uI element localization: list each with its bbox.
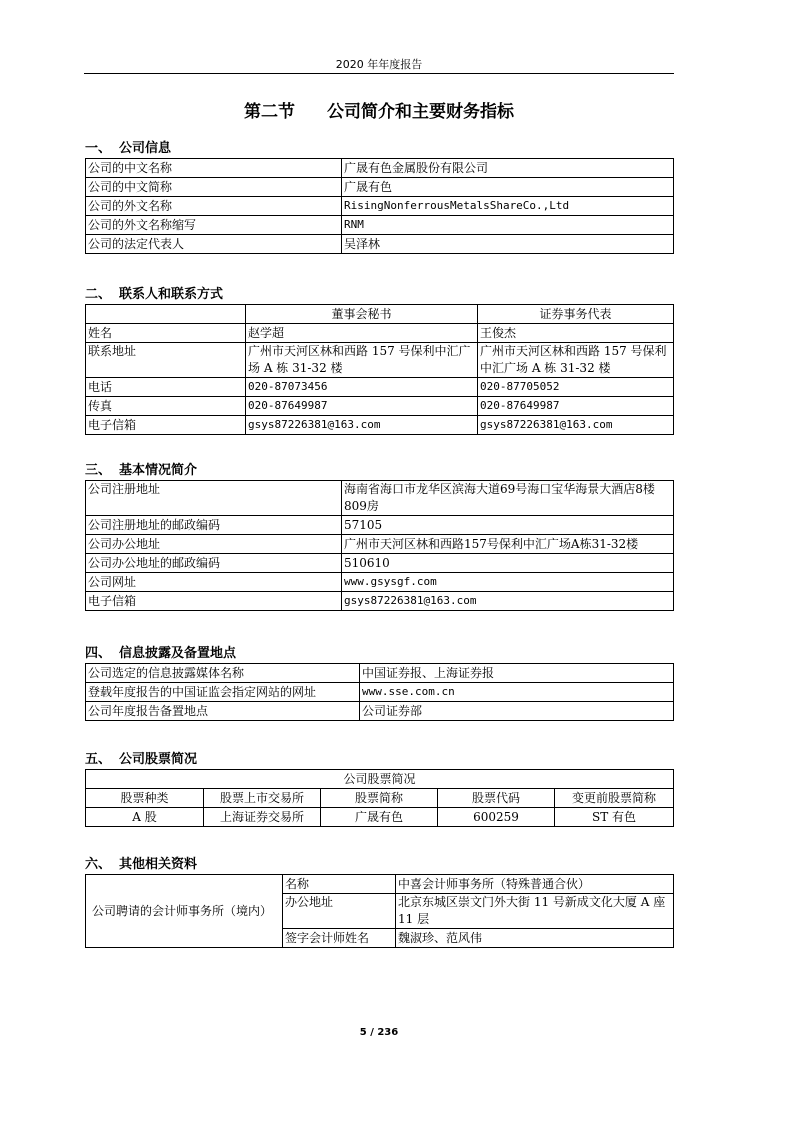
table-row: 董事会秘书 证券事务代表 [86,305,674,324]
table-row: 公司注册地址的邮政编码 57105 [86,516,674,535]
basic-info-table [85,480,674,611]
disclosure-table [85,663,674,721]
section-title [84,97,674,122]
heading-contacts: 二、 联系人和联系方式 [85,287,224,302]
table-row: 公司聘请的会计师事务所（境内） 名称 中喜会计师事务所（特殊普通合伙） [86,875,674,894]
heading-basic-info: 三、 基本情况简介 [85,463,198,478]
table-row: 传真 020-87649987 020-87649987 [86,397,674,416]
company-info-table [85,158,674,254]
table-row: 公司办公地址的邮政编码 510610 [86,554,674,573]
table-row: 公司的外文名称 RisingNonferrousMetalsShareCo.,Ltd [86,197,674,216]
heading-disclosure: 四、 信息披露及备置地点 [85,646,237,661]
heading-stock: 五、 公司股票简况 [85,752,198,767]
other-table [85,874,674,948]
table-row: A 股 上海证券交易所 广晟有色 600259 ST 有色 [86,808,674,827]
table-row: 联系地址 广州市天河区林和西路 157 号保利中汇广场 A 栋 31-32 楼 广州市天河区林和西路 157 号保利中汇广场 A 栋 31-32 楼 [86,343,674,378]
table-row: 电话 020-87073456 020-87705052 [86,378,674,397]
table-row: 登载年度报告的中国证监会指定网站的网址 www.sse.com.cn [86,683,674,702]
table-row: 公司网址 www.gsysgf.com [86,573,674,592]
stock-table [85,769,674,827]
table-row: 公司的中文名称 广晟有色金属股份有限公司 [86,159,674,178]
table-row: 公司注册地址 海南省海口市龙华区滨海大道69号海口宝华海景大酒店8楼809房 [86,481,674,516]
table-row: 公司股票简况 [86,770,674,789]
section-name: 公司简介和主要财务指标 [327,102,514,122]
table-row: 电子信箱 gsys87226381@163.com gsys87226381@163.com [86,416,674,435]
table-row: 公司选定的信息披露媒体名称 中国证券报、上海证券报 [86,664,674,683]
table-row: 股票种类 股票上市交易所 股票简称 股票代码 变更前股票简称 [86,789,674,808]
table-row: 签字会计师姓名 魏淑珍、范风伟 [86,929,674,948]
table-row: 电子信箱 gsys87226381@163.com [86,592,674,611]
heading-company-info: 一、 公司信息 [85,141,172,156]
section-number: 第二节 [244,102,295,122]
table-row: 公司办公地址 广州市天河区林和西路157号保利中汇广场A栋31-32楼 [86,535,674,554]
table-row: 公司的中文简称 广晟有色 [86,178,674,197]
heading-other: 六、 其他相关资料 [85,857,198,872]
page-header: 2020 年年度报告 [335,58,423,71]
table-row: 姓名 赵学超 王俊杰 [86,324,674,343]
page-number: 5 / 236 [359,1027,399,1038]
contacts-table [85,304,674,435]
header-divider [84,73,674,74]
table-row: 公司年度报告备置地点 公司证券部 [86,702,674,721]
table-row: 公司的法定代表人 吴泽林 [86,235,674,254]
table-row: 办公地址 北京东城区崇文门外大街 11 号新成文化大厦 A 座 11 层 [86,894,674,929]
table-row: 公司的外文名称缩写 RNM [86,216,674,235]
